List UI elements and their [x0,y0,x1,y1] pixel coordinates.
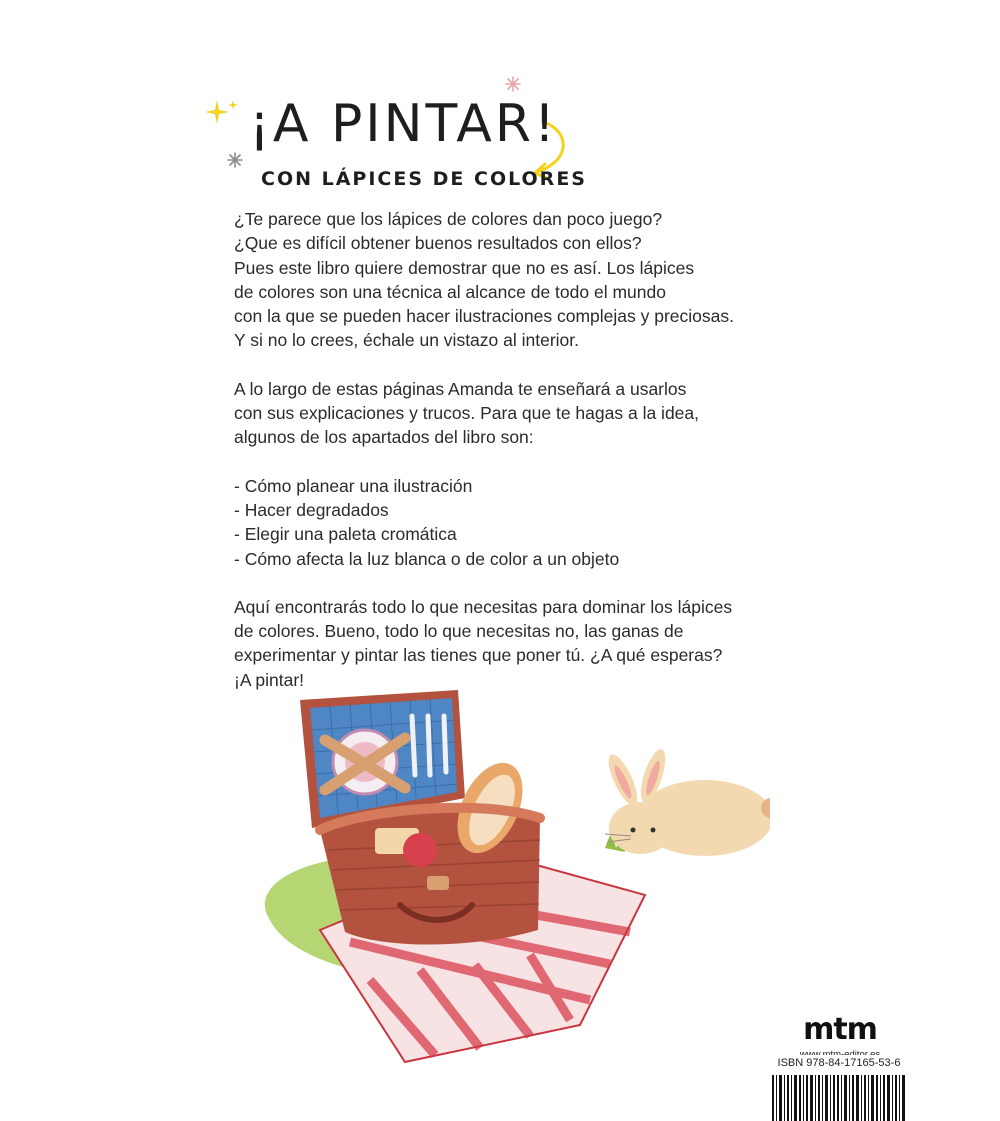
page-title: ¡A PINTAR! [249,94,558,154]
text-line: Y si no lo crees, échale un vistazo al interior. [234,330,580,351]
text-line: de colores son una técnica al alcance de todo el mundo [234,281,666,302]
intro-paragraph [234,207,794,353]
page-subtitle: CON LÁPICES DE COLORES [261,168,587,190]
text-line: con sus explicaciones y trucos. Para que te hagas a la idea, [234,403,699,424]
closing-paragraph [234,595,794,692]
apple [403,833,437,867]
text-line: A lo largo de estas páginas Amanda te enseñará a usarlos [234,378,687,399]
text-line: Aquí encontrarás todo lo que necesitas para dominar los lápices [234,596,733,617]
text-line: algunos de los apartados del libro son: [234,427,534,448]
text-line: ¡A pintar! [234,669,305,690]
bunny [603,747,770,856]
list-item: - Elegir una paleta cromática [234,524,457,545]
back-cover-description [234,207,794,692]
basket-clasp [427,876,449,890]
text-line: de colores. Bueno, todo lo que necesitas no, las ganas de [234,621,684,642]
publisher-block [772,1012,908,1060]
pink-asterisk-icon [505,76,521,92]
text-line: ¿Te parece que los lápices de colores dan poco juego? [234,209,663,229]
isbn-block [768,1055,910,1121]
publisher-logo: mtm [803,1012,877,1047]
isbn-number: ISBN 978-84-17165-53-6 [777,1057,901,1069]
text-line: ¿Que es difícil obtener buenos resultados con ellos? [234,233,642,254]
second-paragraph [234,377,794,450]
title-block [205,70,605,200]
text-line: con la que se pueden hacer ilustraciones complejas y preciosas. [234,306,735,327]
gray-asterisk-icon [227,152,243,168]
text-line: Pues este libro quiere demostrar que no es así. Los lápices [234,257,695,278]
text-line: experimentar y pintar las tienes que poner tú. ¿A qué esperas? [234,645,723,666]
picnic-illustration [250,680,770,1080]
topics-list [234,474,794,571]
list-item: - Hacer degradados [234,499,389,520]
list-item: - Cómo afecta la luz blanca o de color a un objeto [234,548,620,569]
yellow-sparkle-icon [205,98,239,128]
barcode [772,1075,906,1121]
list-item: - Cómo planear una ilustración [234,475,473,496]
